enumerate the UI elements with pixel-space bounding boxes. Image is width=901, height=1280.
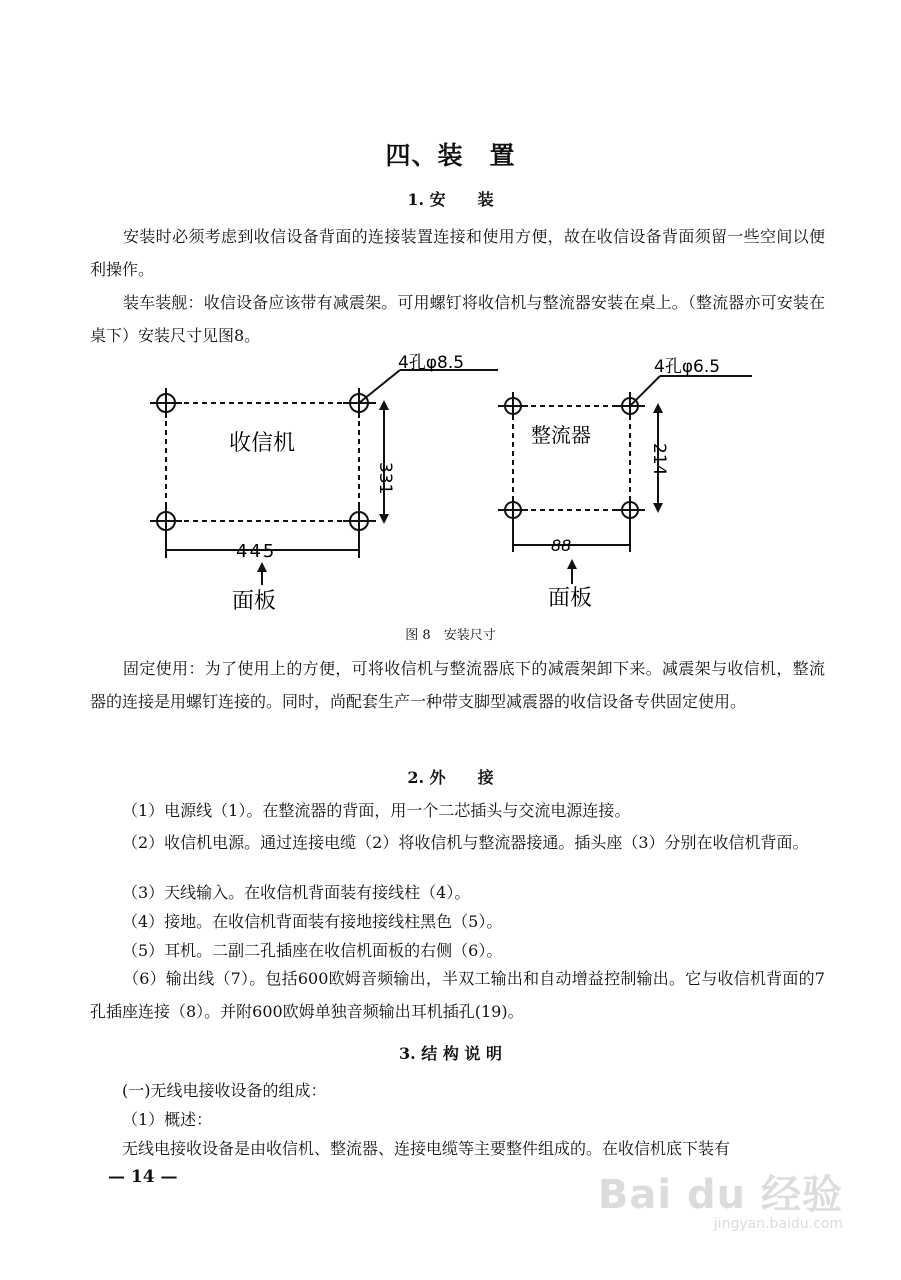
label-rectifier-width: 88 — [551, 536, 572, 555]
paragraph-install-1: 安装时必须考虑到收信设备背面的连接装置连接和使用方便，故在收信设备背面须留一些空间以便利操作。 — [90, 227, 825, 279]
external-item-2 — [90, 826, 825, 859]
label-rectifier-panel: 面板 — [548, 586, 593, 611]
page-number: — 14 — — [108, 1167, 178, 1187]
watermark-logo: Bai du 经验 — [597, 1172, 843, 1218]
label-receiver-panel: 面板 — [232, 589, 277, 614]
label-receiver-height: 331 — [375, 462, 395, 495]
external-item-3: （3）天线输入。在收信机背面装有接线柱（4）。 — [122, 883, 471, 902]
chapter-title: 四、装 置 — [385, 141, 516, 170]
label-receiver-width: 445 — [236, 541, 277, 562]
external-item-5: （5）耳机。二副二孔插座在收信机面板的右侧（6）。 — [122, 941, 503, 960]
external-item-1: （1）电源线（1）。在整流器的背面，用一个二芯插头与交流电源连接。 — [122, 801, 631, 820]
structure-sub-2: （1）概述： — [122, 1110, 213, 1129]
structure-sub-1: (一)无线电接收设备的组成： — [122, 1081, 327, 1100]
paragraph-install-2: 装车装舰：收信设备应该带有减震架。可用螺钉将收信机与整流器安装在桌上。（整流器亦可安装在桌下）安装尺寸见图8。 — [90, 293, 825, 345]
label-receiver: 收信机 — [229, 431, 296, 456]
watermark — [598, 1163, 843, 1232]
section-title-structure: 3. 结 构 说 明 — [399, 1044, 502, 1063]
section-title-install: 1. 安 装 — [407, 190, 494, 209]
section-title-external: 2. 外 接 — [407, 768, 494, 787]
structure-paragraph: 无线电接收设备是由收信机、整流器、连接电缆等主要整件组成的。在收信机底下装有 — [122, 1139, 731, 1158]
external-item-6: （6）输出线（7）。包括600欧姆音频输出，半双工输出和自动增益控制输出。它与收信机背面的7孔插座连接（8）。并附600欧姆单独音频输出耳机插孔(19)。 — [90, 969, 825, 1021]
figure-caption: 图 8 安装尺寸 — [405, 628, 496, 643]
label-rectifier-height: 214 — [649, 443, 669, 476]
watermark-url: jingyan.baidu.com — [713, 1216, 843, 1232]
mounting-diagram — [0, 340, 901, 625]
label-rectifier: 整流器 — [531, 423, 591, 447]
label-receiver-holes: 4孔φ8.5 — [398, 353, 465, 373]
external-item-4: （4）接地。在收信机背面装有接地接线柱黑色（5）。 — [122, 912, 503, 931]
paragraph-fixed-use: 固定使用：为了使用上的方便，可将收信机与整流器底下的减震架卸下来。减震架与收信机，整流器的连接是用螺钉连接的。同时，尚配套生产一种带支脚型减震器的收信设备专供固定使用。 — [90, 659, 825, 711]
external-item-2-text: （2）收信机电源。通过连接电缆（2）将收信机与整流器接通。插头座（3）分别在收信机背面。 — [122, 833, 809, 852]
label-rectifier-holes: 4孔φ6.5 — [654, 357, 721, 377]
